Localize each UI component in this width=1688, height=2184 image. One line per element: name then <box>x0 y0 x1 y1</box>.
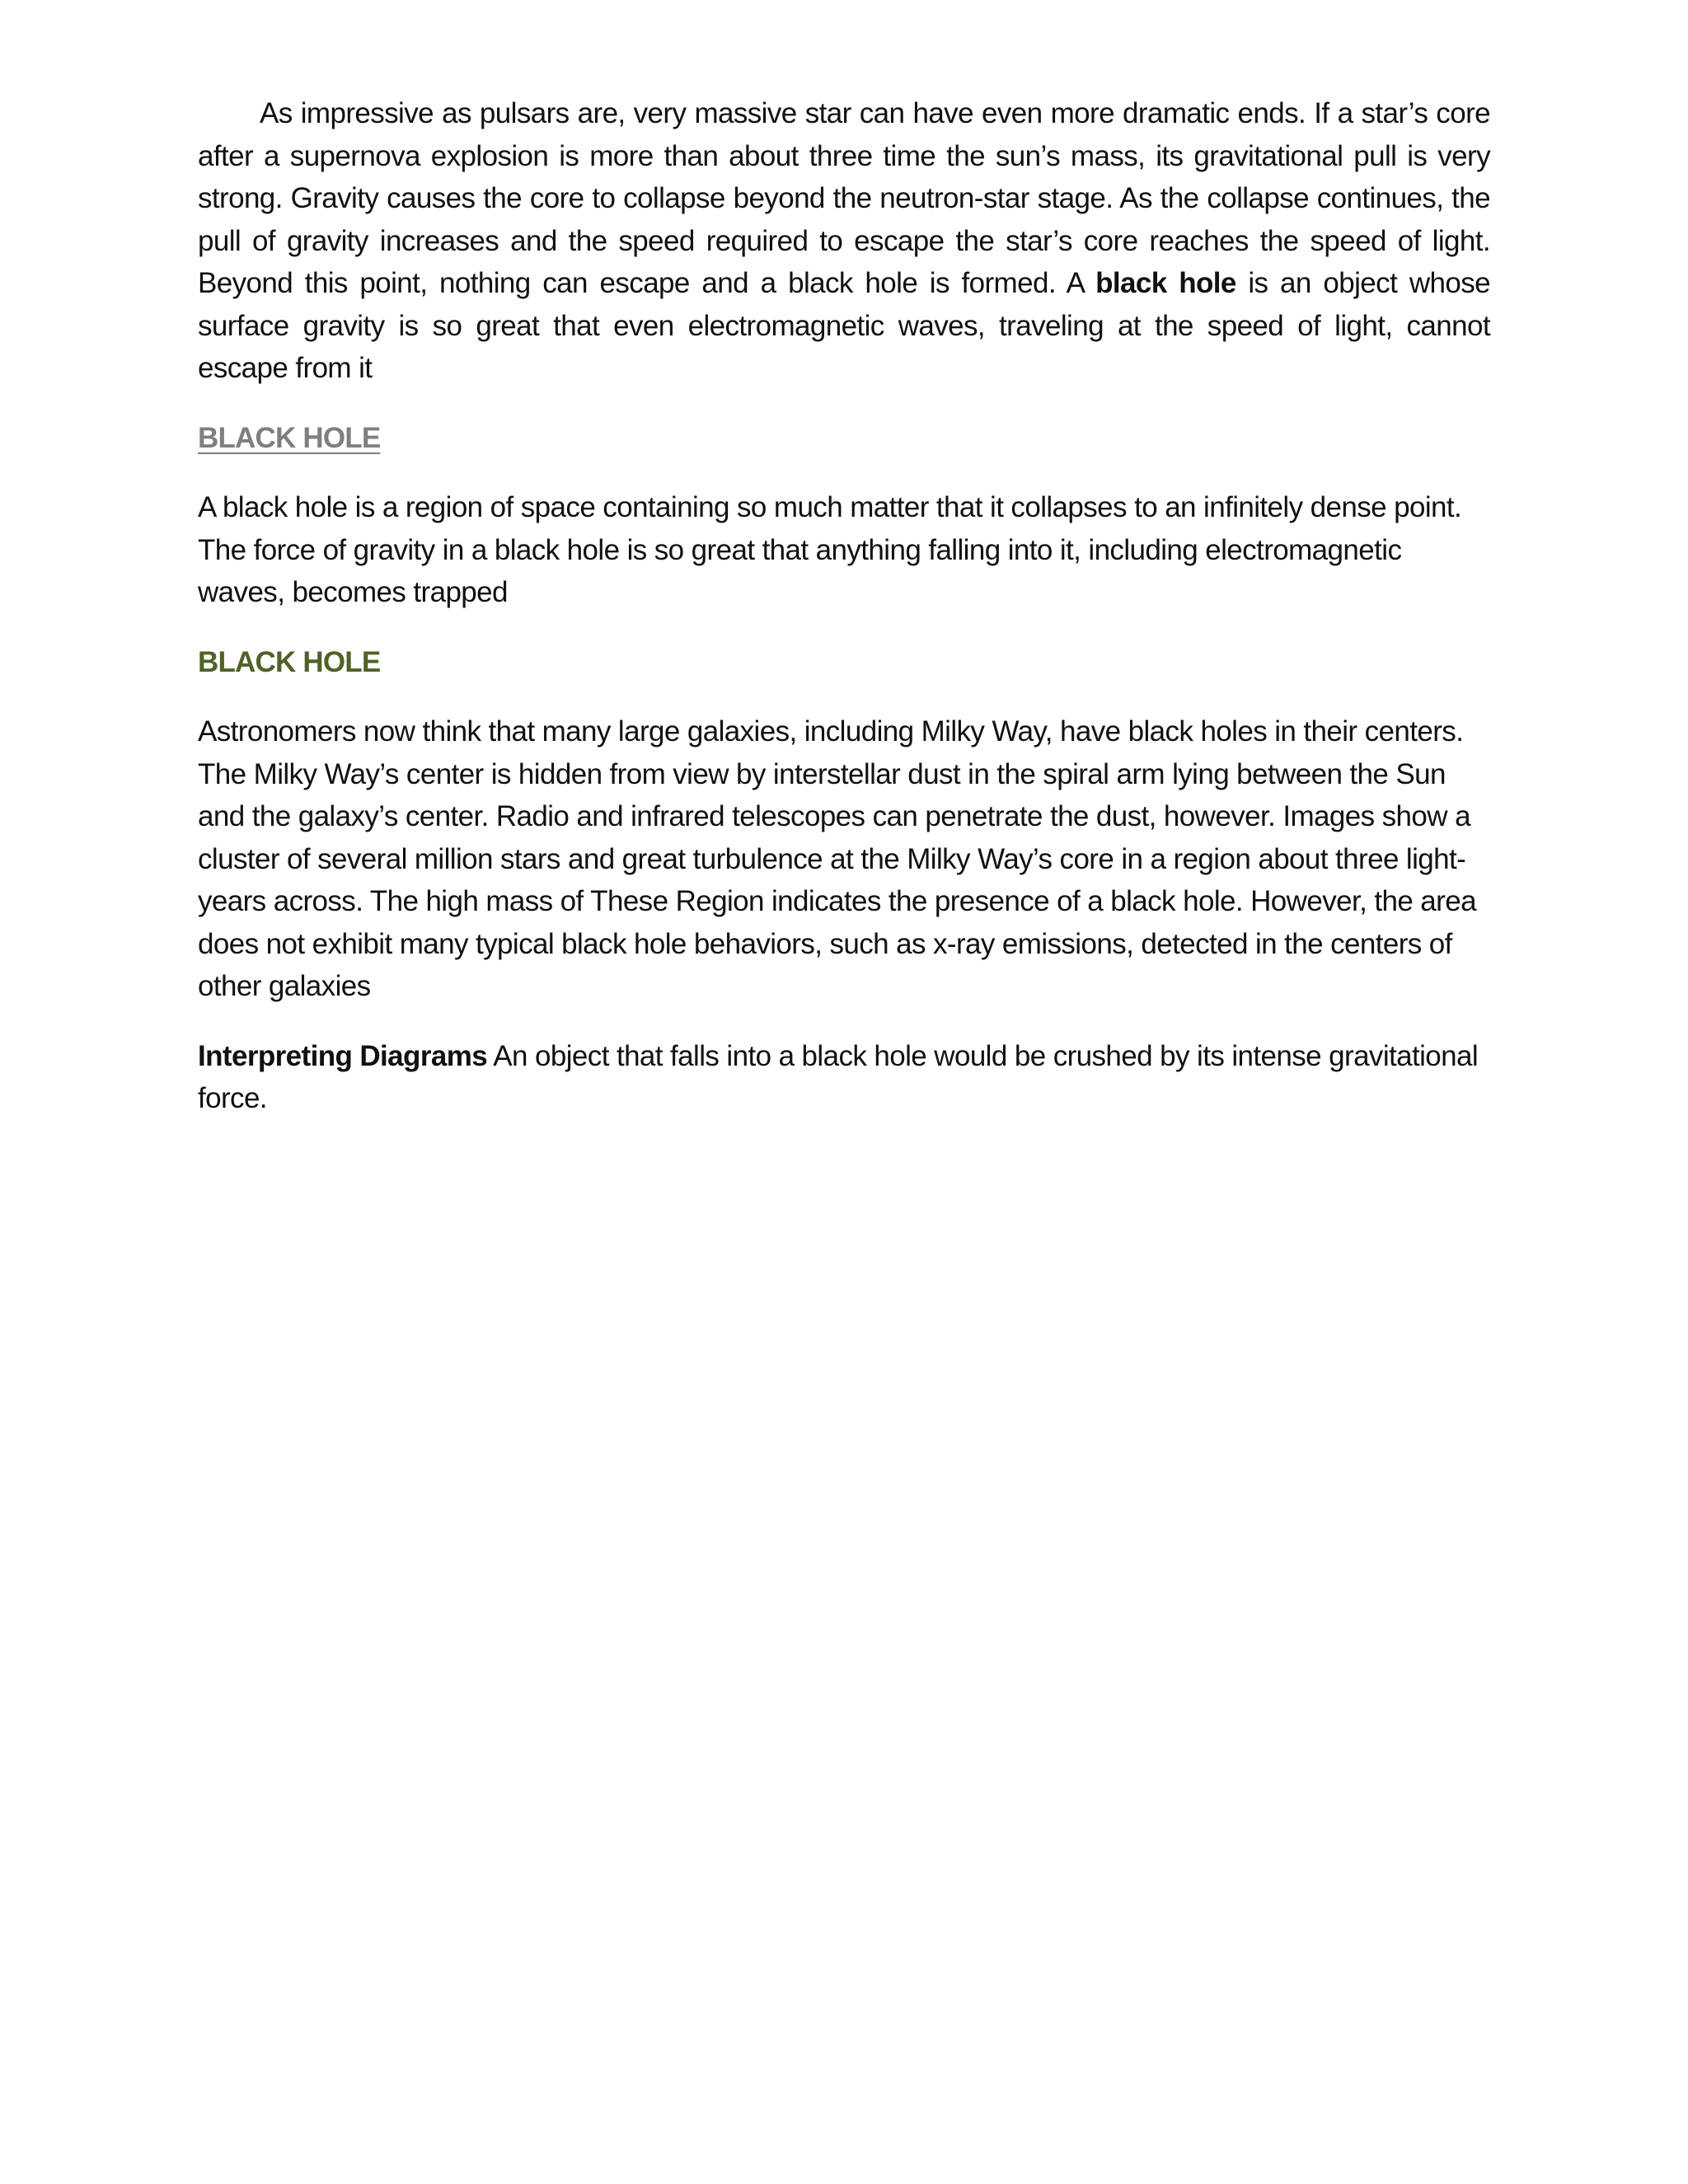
black-hole-heading-green: BLACK HOLE <box>198 645 381 678</box>
interpreting-diagrams-label: Interpreting Diagrams <box>198 1039 488 1072</box>
intro-text-end: is an object whose surface gravity is so great that even electromagnetic waves, traveling at the speed of light, cannot escape from it <box>198 267 1490 384</box>
interpreting-diagrams-text: An object that falls into a black hole would be crushed by its intense gravitational force. <box>198 1039 1479 1114</box>
intro-paragraph <box>198 92 1490 390</box>
definition-paragraph: A black hole is a region of space containing so much matter that it collapses to an infinitely dense point. The force of gravity in a black hole is so great that anything falling into it, including electromagnetic waves, becomes trapped <box>198 491 1462 608</box>
interpreting-diagrams-paragraph <box>198 1035 1490 1120</box>
document-page <box>198 92 1490 1147</box>
galaxy-center-paragraph: Astronomers now think that many large galaxies, including Milky Way, have black holes in their centers. The Milky Way’s center is hidden from view by interstellar dust in the spiral arm lying between the Sun and the galaxy’s center. Radio and infrared telescopes can penetrate the dust, however. Images show a cluster of several million stars and great turbulence at the Milky Way’s core in a region about three light-years across. The high mass of These Region indicates the presence of a black hole. However, the area does not exhibit many typical black hole behaviors, such as x-ray emissions, detected in the centers of other galaxies <box>198 715 1476 1002</box>
black-hole-heading-underlined: BLACK HOLE <box>198 421 381 454</box>
black-hole-term: black hole <box>1095 267 1236 299</box>
intro-text-start: As impressive as pulsars are, very massive star can have even more dramatic ends. If a star’s core after a supernova explosion is more than about three time the sun’s mass, its gravitational pull is very strong. Gravity causes the core to collapse beyond the neutron-star stage. As the collapse continues, the pull of gravity increases and the speed required to escape the star’s core reaches the speed of light. Beyond this point, nothing can escape and a black hole is formed. A <box>198 97 1490 299</box>
